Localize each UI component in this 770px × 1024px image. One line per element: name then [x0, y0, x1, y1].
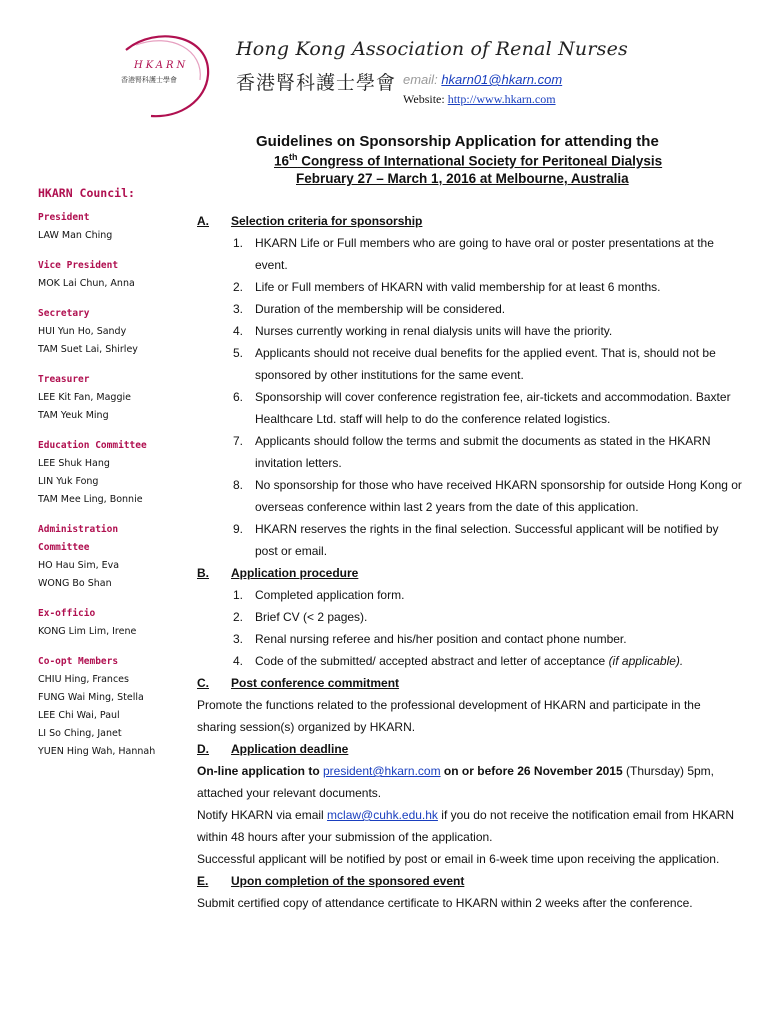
- list-item: [197, 342, 742, 386]
- item-text: No sponsorship for those who have received HKARN sponsorship for outside Hong Kong or overseas conference within last 2 years from the date of this application.: [255, 478, 742, 514]
- item-number: 4.: [232, 654, 243, 668]
- member-name: TAM Mee Ling, Bonnie: [38, 494, 143, 505]
- notify-paragraph: [197, 804, 742, 848]
- role-label: Education Committee: [38, 440, 147, 451]
- council-group-co-opt: [38, 653, 198, 761]
- section-e-heading: [197, 870, 742, 892]
- title-congress: Congress of International Society for Peritoneal Dialysis: [297, 153, 663, 169]
- document-title: Guidelines on Sponsorship Application for attending the: [256, 133, 659, 150]
- item-number: 5.: [232, 346, 243, 360]
- item-text: Duration of the membership will be considered.: [255, 302, 506, 316]
- section-e-text: Submit certified copy of attendance certificate to HKARN within 2 weeks after the conference.: [197, 896, 693, 910]
- council-sidebar: [38, 186, 198, 767]
- section-c-heading: [197, 672, 742, 694]
- item-text: Nurses currently working in renal dialysis units will have the priority.: [255, 324, 613, 338]
- list-item: [197, 298, 742, 320]
- council-title: HKARN Council:: [38, 186, 135, 200]
- logo-subtext: 香港腎科護士學會: [121, 76, 177, 84]
- org-name-english: Hong Kong Association of Renal Nurses: [236, 38, 628, 60]
- item-number: 1.: [232, 588, 243, 602]
- role-label: Co-opt Members: [38, 656, 119, 667]
- email-label: email:: [403, 72, 438, 87]
- item-text: HKARN Life or Full members who are going to have oral or poster presentations at the event.: [255, 236, 714, 272]
- list-item: [197, 386, 742, 430]
- item-text: Brief CV (< 2 pages).: [255, 610, 368, 624]
- item-text: [243, 650, 742, 672]
- email-line: [403, 72, 562, 87]
- hkarn-logo: [96, 30, 216, 120]
- list-item: [197, 628, 742, 650]
- document-subtitle: [274, 152, 662, 169]
- member-name: FUNG Wai Ming, Stella: [38, 692, 144, 703]
- member-name: WONG Bo Shan: [38, 578, 112, 589]
- role-label: Vice President: [38, 260, 119, 271]
- item-text: Life or Full members of HKARN with valid membership for at least 6 months.: [255, 280, 661, 294]
- item-number: 2.: [232, 610, 243, 624]
- member-name: HUI Yun Ho, Sandy: [38, 326, 127, 337]
- section-a-heading: [197, 210, 742, 232]
- item-number: 3.: [232, 302, 243, 316]
- council-group-education: [38, 437, 198, 509]
- section-b-heading: [197, 562, 742, 584]
- selection-criteria-list: [197, 232, 742, 562]
- council-group-president: [38, 209, 198, 245]
- item-number: 2.: [232, 280, 243, 294]
- notify-pre: Notify HKARN via email: [197, 808, 328, 822]
- section-title: Post conference commitment: [231, 676, 400, 690]
- section-title: Selection criteria for sponsorship: [231, 214, 423, 228]
- member-name: CHIU Hing, Frances: [38, 674, 129, 685]
- deadline-bold-1: On-line application to: [197, 764, 323, 778]
- member-name: TAM Suet Lai, Shirley: [38, 344, 138, 355]
- item-text-italic: (if applicable).: [608, 654, 684, 668]
- org-name-chinese: 香港腎科護士學會: [236, 72, 397, 94]
- website-label: Website:: [403, 92, 445, 106]
- list-item: [197, 276, 742, 298]
- section-letter: A.: [197, 214, 209, 228]
- member-name: LEE Chi Wai, Paul: [38, 710, 120, 721]
- council-group-vice-president: [38, 257, 198, 293]
- title-ordinal-num: 16: [274, 153, 290, 169]
- application-procedure-list: [197, 584, 742, 672]
- role-label: Secretary: [38, 308, 90, 319]
- item-number: 1.: [232, 236, 243, 250]
- section-letter: D.: [197, 742, 209, 756]
- guidelines-body: [197, 210, 742, 914]
- list-item: [197, 650, 742, 672]
- item-number: 4.: [232, 324, 243, 338]
- section-title: Application deadline: [231, 742, 349, 756]
- member-name: YUEN Hing Wah, Hannah: [38, 746, 156, 757]
- role-label: President: [38, 212, 90, 223]
- list-item: [197, 430, 742, 474]
- deadline-rest: (Thursday) 5pm, attached your relevant documents.: [197, 764, 715, 800]
- council-group-secretary: [38, 305, 198, 359]
- item-text: Renal nursing referee and his/her position and contact phone number.: [255, 632, 627, 646]
- member-name: HO Hau Sim, Eva: [38, 560, 120, 571]
- item-text: Completed application form.: [255, 588, 405, 602]
- president-email-link[interactable]: president@hkarn.com: [323, 764, 441, 778]
- member-name: MOK Lai Chun, Anna: [38, 278, 135, 289]
- member-name: LAW Man Ching: [38, 230, 113, 241]
- item-number: 8.: [232, 478, 243, 492]
- member-name: LEE Shuk Hang: [38, 458, 110, 469]
- council-group-treasurer: [38, 371, 198, 425]
- section-letter: C.: [197, 676, 209, 690]
- deadline-bold-2: on or before 26 November 2015: [440, 764, 623, 778]
- role-label: Committee: [38, 542, 90, 553]
- council-group-ex-officio: [38, 605, 198, 641]
- role-label: Ex-officio: [38, 608, 96, 619]
- logo-swoosh-icon: [96, 30, 216, 120]
- title-ordinal-sup: th: [289, 152, 298, 162]
- deadline-paragraph: [197, 760, 742, 804]
- member-name: LIN Yuk Fong: [38, 476, 99, 487]
- logo-text: HKARN: [134, 60, 189, 71]
- item-text-main: Code of the submitted/ accepted abstract and letter of acceptance: [255, 654, 609, 668]
- section-letter: E.: [197, 874, 209, 888]
- member-name: TAM Yeuk Ming: [38, 410, 109, 421]
- mclaw-email-link[interactable]: mclaw@cuhk.edu.hk: [327, 808, 438, 822]
- item-text: Applicants should follow the terms and submit the documents as stated in the HKARN invitation letters.: [255, 434, 711, 470]
- section-title: Application procedure: [231, 566, 359, 580]
- list-item: [197, 606, 742, 628]
- website-line: [403, 92, 556, 107]
- section-title: Upon completion of the sponsored event: [231, 874, 465, 888]
- member-name: LEE Kit Fan, Maggie: [38, 392, 131, 403]
- result-paragraph: Successful applicant will be notified by post or email in 6-week time upon receiving the application.: [197, 852, 720, 866]
- list-item: [197, 232, 742, 276]
- section-letter: B.: [197, 566, 209, 580]
- role-label: Treasurer: [38, 374, 90, 385]
- item-text: HKARN reserves the rights in the final selection. Successful applicant will be notified by post or email.: [255, 522, 719, 558]
- member-name: LI So Ching, Janet: [38, 728, 122, 739]
- list-item: [197, 584, 742, 606]
- item-number: 9.: [232, 522, 243, 536]
- email-link[interactable]: hkarn01@hkarn.com: [441, 72, 563, 87]
- website-link[interactable]: http://www.hkarn.com: [447, 92, 556, 106]
- list-item: [197, 518, 742, 562]
- list-item: [197, 474, 742, 518]
- council-group-administration: [38, 521, 198, 593]
- notify-rest: if you do not receive the notification email from HKARN within 48 hours after your submission of the application.: [197, 808, 735, 844]
- item-number: 3.: [232, 632, 243, 646]
- role-label: Administration: [38, 524, 119, 535]
- list-item: [197, 320, 742, 342]
- member-name: KONG Lim Lim, Irene: [38, 626, 137, 637]
- document-date-venue: February 27 – March 1, 2016 at Melbourne, Australia: [296, 171, 629, 186]
- item-text: Applicants should not receive dual benefits for the applied event. That is, should not be sponsored by other institutions for the same event.: [255, 346, 716, 382]
- item-number: 6.: [232, 390, 243, 404]
- section-d-heading: [197, 738, 742, 760]
- item-number: 7.: [232, 434, 243, 448]
- section-c-text: Promote the functions related to the professional development of HKARN and participate in the sharing session(s) organized by HKARN.: [197, 698, 701, 734]
- item-text: Sponsorship will cover conference registration fee, air-tickets and accommodation. Baxter Healthcare Ltd. staff will help to do the conference related logistics.: [255, 390, 731, 426]
